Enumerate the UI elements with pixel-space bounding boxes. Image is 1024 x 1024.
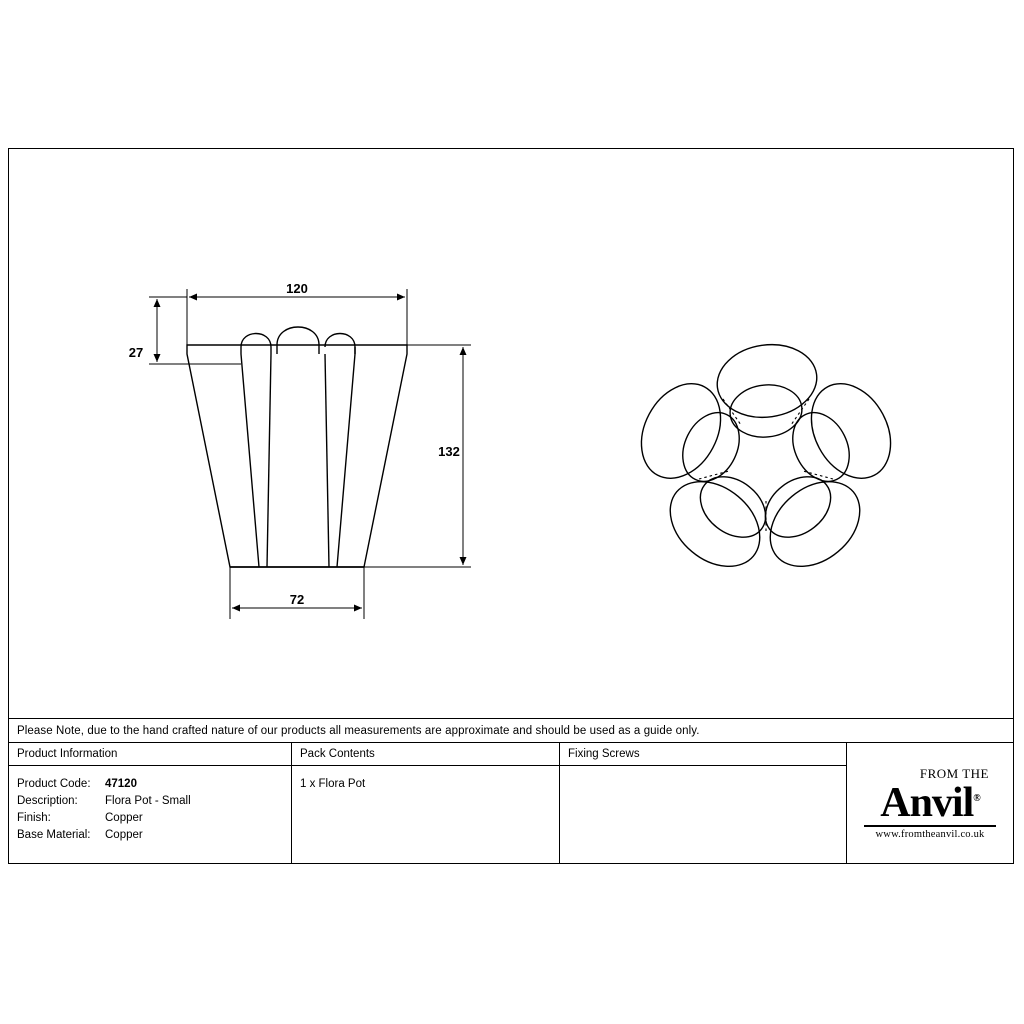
spec-row-base-material bbox=[17, 827, 283, 844]
fixing-screws-header: Fixing Screws bbox=[560, 743, 846, 766]
pack-contents-header: Pack Contents bbox=[292, 743, 559, 766]
dimension-lines bbox=[149, 289, 471, 619]
logo-top-line: FROM THE bbox=[919, 765, 989, 781]
spec-value-base-material: Copper bbox=[105, 829, 143, 841]
spec-row-finish bbox=[17, 810, 283, 827]
spec-value-product-code: 47120 bbox=[105, 778, 137, 790]
drawing-area bbox=[9, 149, 1013, 718]
pack-contents-item: 1 x Flora Pot bbox=[300, 778, 366, 790]
product-information-column bbox=[9, 743, 292, 863]
spec-row-description bbox=[17, 793, 283, 810]
spec-label-finish: Finish: bbox=[17, 812, 51, 824]
note-text: Please Note, due to the hand crafted nature of our products all measurements are approximate and should be used as a guide only. bbox=[17, 724, 700, 737]
dimension-top-width: 120 bbox=[286, 281, 308, 296]
fixing-screws-body bbox=[560, 766, 846, 776]
spec-value-description: Flora Pot - Small bbox=[105, 795, 191, 807]
drawing-svg bbox=[9, 149, 1013, 718]
spec-label-base-material: Base Material: bbox=[17, 829, 91, 841]
spec-row-product-code bbox=[17, 776, 283, 793]
dimension-total-height: 132 bbox=[438, 444, 460, 459]
spec-value-finish: Copper bbox=[105, 812, 143, 824]
dimension-base-width: 72 bbox=[289, 592, 305, 607]
note-row bbox=[9, 718, 1013, 743]
pack-contents-column bbox=[292, 743, 560, 863]
dimension-rim-height: 27 bbox=[128, 345, 144, 360]
technical-drawing-frame bbox=[8, 148, 1014, 864]
info-table bbox=[9, 743, 1013, 863]
logo-brand-text: Anvil bbox=[880, 779, 974, 826]
spec-label-product-code: Product Code: bbox=[17, 778, 91, 790]
pack-contents-body bbox=[292, 766, 559, 793]
fixing-screws-column bbox=[560, 743, 847, 863]
product-information-header: Product Information bbox=[9, 743, 291, 766]
brand-logo-cell bbox=[847, 743, 1013, 863]
spec-label-description: Description: bbox=[17, 795, 78, 807]
front-elevation-flora-pot bbox=[187, 327, 407, 567]
brand-logo bbox=[847, 743, 1013, 863]
product-information-body bbox=[9, 766, 291, 844]
logo-website-url: www.fromtheanvil.co.uk bbox=[875, 828, 985, 840]
registered-trademark-icon: ® bbox=[973, 792, 980, 804]
plan-view-flora-pot bbox=[626, 338, 907, 583]
logo-brand-name bbox=[880, 778, 980, 824]
